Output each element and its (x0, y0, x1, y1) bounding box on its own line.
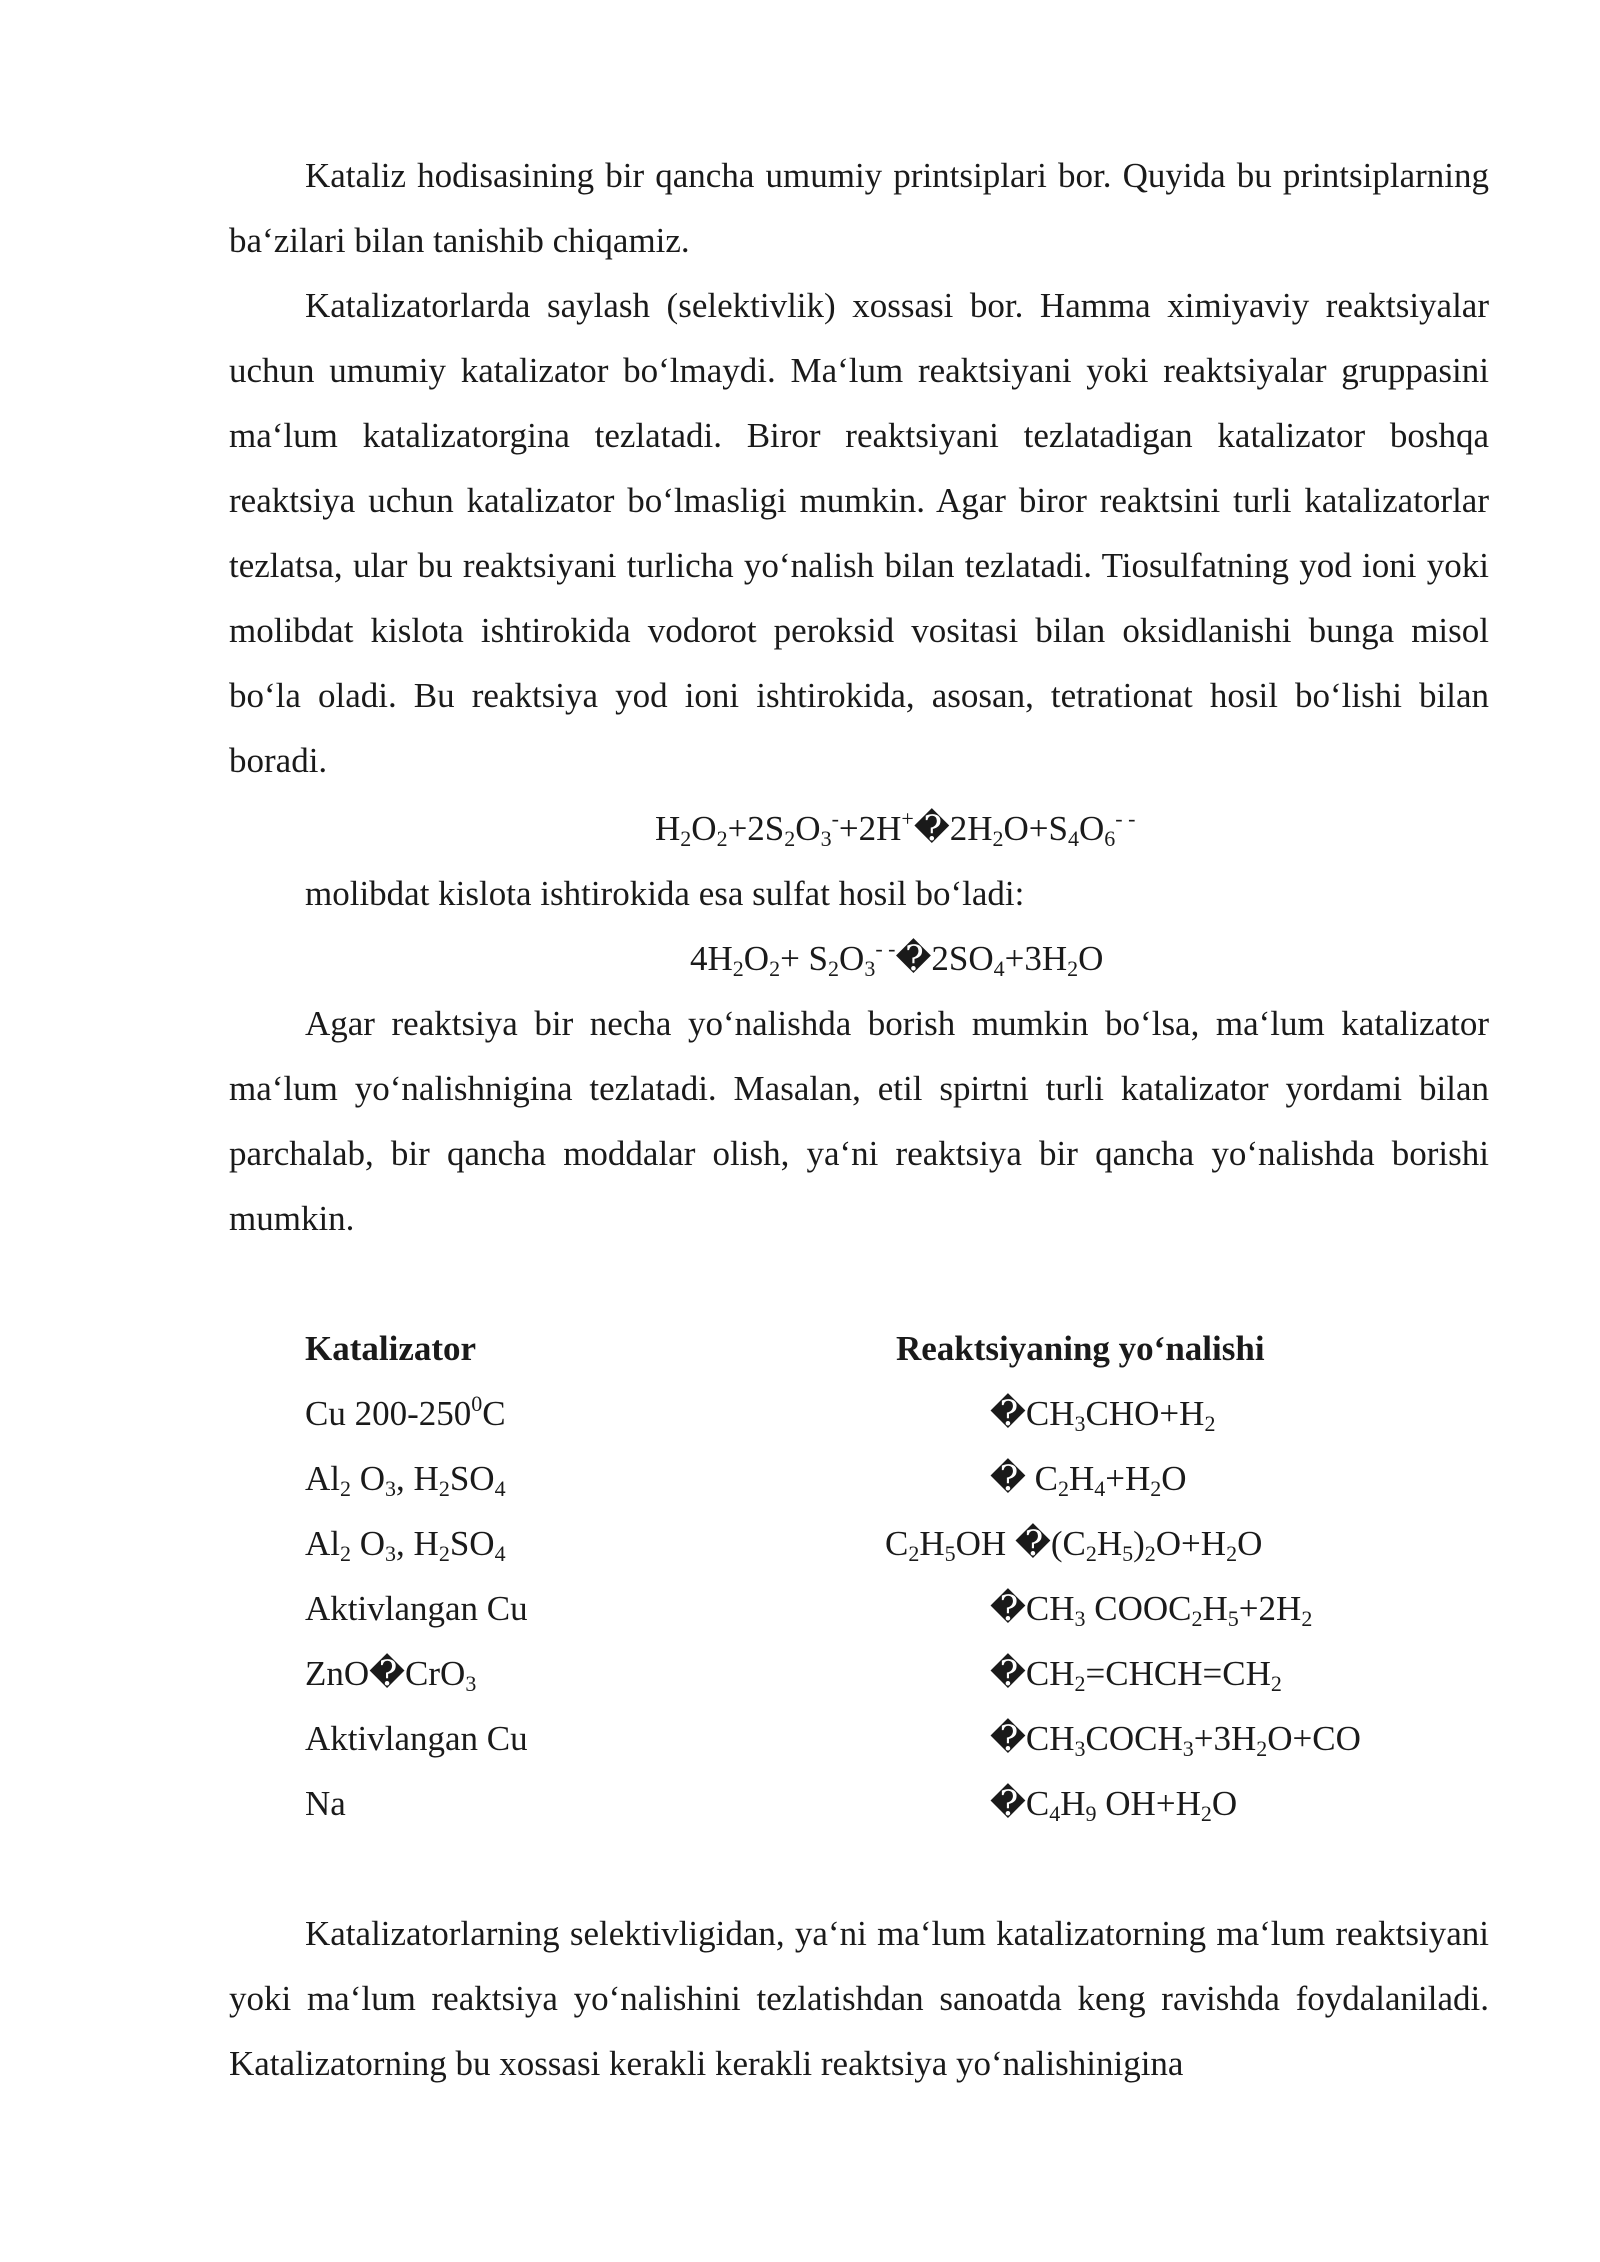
missing-glyph: � (990, 1589, 1026, 1628)
cell-sub: 2 (1204, 1411, 1216, 1436)
cell-sub: 2 (1200, 1801, 1212, 1826)
cell-text: +H (1105, 1459, 1151, 1498)
cell-text: C (885, 1524, 909, 1563)
cell-sub: 5 (1122, 1541, 1134, 1566)
cell-sub: 2 (1144, 1541, 1156, 1566)
cell-sub: 2 (1226, 1541, 1238, 1566)
cell-text: H (1202, 1589, 1228, 1628)
cell-text: O (351, 1524, 386, 1563)
table-row-5-direction (990, 1641, 1282, 1706)
eq-sub: 3 (864, 956, 876, 981)
eq-text: 2SO (931, 939, 994, 978)
cell-text: Al (305, 1459, 340, 1498)
eq-sub: 2 (680, 826, 692, 851)
eq-sub: 2 (716, 826, 728, 851)
cell-sub: 2 (438, 1476, 450, 1501)
eq-sup: - - (1115, 806, 1136, 831)
cell-sub: 4 (1094, 1476, 1106, 1501)
cell-text: C (1025, 1784, 1050, 1823)
eq-text: +2H (838, 809, 902, 848)
eq-text: + S (780, 939, 829, 978)
cell-sub: 5 (1227, 1606, 1239, 1631)
paragraph-1: Kataliz hodisasining bir qancha umumiy printsiplari bor. Quyida bu printsiplarning ba‘zilari bilan tanishib chiqamiz. (229, 156, 1489, 260)
table-row-3-catalyst (305, 1511, 506, 1576)
cell-sub: 2 (1058, 1476, 1069, 1501)
missing-glyph: � (913, 809, 950, 848)
table-row-5-catalyst (305, 1641, 476, 1706)
eq-sub: 6 (1104, 826, 1116, 851)
table-row-3-direction (885, 1511, 1262, 1576)
cell-text: (C (1050, 1524, 1086, 1563)
eq-sub: 2 (992, 826, 1004, 851)
table-header-catalyst: Katalizator (305, 1329, 477, 1368)
cell-text: ZnO (305, 1654, 370, 1693)
cell-sub: 5 (944, 1541, 956, 1566)
cell-text: ) (1133, 1524, 1145, 1563)
table-row-2-catalyst (305, 1446, 506, 1511)
cell-text: , H (396, 1459, 439, 1498)
cell-text: O (1161, 1459, 1187, 1498)
cell-text: +2H (1238, 1589, 1302, 1628)
cell-sub: 3 (385, 1476, 397, 1501)
cell-text: O (351, 1459, 386, 1498)
table-row-1-catalyst (305, 1381, 506, 1446)
eq-sub: 3 (820, 826, 832, 851)
eq-sub: 4 (993, 956, 1005, 981)
eq-text: H (655, 809, 681, 848)
eq-sub: 2 (828, 956, 840, 981)
eq-sub: 4 (1067, 826, 1079, 851)
cell-sub: 3 (1074, 1411, 1086, 1436)
cell-sub: 3 (385, 1541, 397, 1566)
cell-sub: 2 (908, 1541, 920, 1566)
eq-sup: - - (875, 936, 896, 961)
missing-glyph: � (990, 1719, 1026, 1758)
cell-sub: 4 (1049, 1801, 1061, 1826)
eq-text: O (1078, 939, 1104, 978)
cell-text: C (482, 1394, 506, 1433)
eq-sub: 2 (732, 956, 744, 981)
cell-text: COOC (1085, 1589, 1192, 1628)
cell-text: CH (1025, 1654, 1075, 1693)
cell-sub: 2 (1191, 1606, 1203, 1631)
eq-text: O+S (1003, 809, 1068, 848)
cell-text: OH+H (1096, 1784, 1201, 1823)
cell-text: O+H (1155, 1524, 1227, 1563)
missing-glyph: � (990, 1654, 1026, 1693)
cell-text: CH (1025, 1394, 1075, 1433)
eq-sub: 2 (1067, 956, 1079, 981)
cell-sub: 2 (1270, 1671, 1282, 1696)
cell-sub: 2 (1301, 1606, 1313, 1631)
table-row-6-catalyst: Aktivlangan Cu (305, 1719, 528, 1758)
missing-glyph: � (1014, 1524, 1051, 1563)
eq-text: O (795, 809, 821, 848)
cell-sub: 4 (494, 1476, 506, 1501)
cell-text: H (919, 1524, 945, 1563)
paragraph-5: Katalizatorlarning selektivligidan, ya‘ni ma‘lum katalizatorning ma‘lum reaktsiyani yoki ma‘lum reaktsiya yo‘nalishini tezlatishdan sanoatda keng ravishda foydalaniladi. Katalizatorning bu xossasi kerakli kerakli reaktsiya yo‘nalishinigina (229, 1914, 1489, 2083)
eq-text: 4H (690, 939, 733, 978)
cell-text: CrO (405, 1654, 466, 1693)
paragraph-4: Agar reaktsiya bir necha yo‘nalishda borish mumkin bo‘lsa, ma‘lum katalizator ma‘lum yo‘nalishnigina tezlatadi. Masalan, etil spirtni turli katalizator yordami bilan parchalab, bir qancha moddalar olish, ya‘ni reaktsiya bir qancha yo‘nalishda borishi mumkin. (229, 1004, 1489, 1238)
equation-2 (690, 926, 1103, 991)
cell-sub: 4 (494, 1541, 506, 1566)
eq-text: O (839, 939, 865, 978)
cell-sub: 3 (1074, 1736, 1086, 1761)
cell-sub: 3 (465, 1671, 477, 1696)
missing-glyph: � (895, 939, 932, 978)
table-row-1-direction (990, 1381, 1215, 1446)
eq-sub: 2 (784, 826, 796, 851)
eq-sup: - (831, 806, 839, 831)
table-row-4-catalyst: Aktivlangan Cu (305, 1589, 528, 1628)
cell-sub: 2 (1074, 1671, 1086, 1696)
eq-text: O (691, 809, 717, 848)
cell-sub: 3 (1182, 1736, 1194, 1761)
eq-text: O (1078, 809, 1105, 848)
table-row-7-direction (990, 1771, 1237, 1836)
paragraph-2: Katalizatorlarda saylash (selektivlik) xossasi bor. Hamma ximiyaviy reaktsiyalar uchun umumiy katalizator bo‘lmaydi. Ma‘lum reaktsiyani yoki reaktsiyalar gruppasini ma‘lum katalizatorgina tezlatadi. Biror reaktsiyani tezlatadigan katalizator boshqa reaktsiya uchun katalizator bo‘lmasligi mumkin. Agar biror reaktsini turli katalizatorlar tezlatsa, ular bu reaktsiyani turlicha yo‘nalish bilan tezlatadi. Tiosulfatning yod ioni yoki molibdat kislota ishtirokida vodorot peroksid vositasi bilan oksidlanishi bunga misol bo‘la oladi. Bu reaktsiya yod ioni ishtirokida, asosan, tetrationat hosil bo‘lishi bilan boradi. (229, 286, 1489, 780)
eq-text: +3H (1004, 939, 1068, 978)
cell-sub: 3 (1074, 1606, 1086, 1631)
cell-sub: 2 (340, 1476, 351, 1501)
cell-text: +3H (1193, 1719, 1257, 1758)
cell-text: O+CO (1267, 1719, 1361, 1758)
cell-sub: 2 (438, 1541, 450, 1566)
missing-glyph: � (369, 1654, 406, 1693)
cell-text: OH (955, 1524, 1015, 1563)
missing-glyph: � (990, 1394, 1026, 1433)
cell-text: H (1060, 1784, 1086, 1823)
eq-sub: 2 (769, 956, 781, 981)
cell-text: CHO+H (1085, 1394, 1205, 1433)
eq-text: +2S (727, 809, 785, 848)
cell-text: C (1025, 1459, 1058, 1498)
cell-text: O (1211, 1784, 1238, 1823)
cell-text: Cu 200-250 (305, 1394, 472, 1433)
cell-text: O (1237, 1524, 1263, 1563)
cell-text: SO (449, 1524, 495, 1563)
cell-text: CH (1025, 1589, 1075, 1628)
cell-text: Al (305, 1524, 340, 1563)
cell-text: SO (449, 1459, 495, 1498)
cell-text: H (1069, 1459, 1095, 1498)
eq-sup: + (901, 806, 914, 831)
missing-glyph: � (990, 1459, 1026, 1498)
equation-1 (655, 796, 1135, 861)
cell-sub: 2 (1085, 1541, 1097, 1566)
table-row-6-direction (990, 1706, 1361, 1771)
table-row-4-direction (990, 1576, 1312, 1641)
missing-glyph: � (990, 1784, 1026, 1823)
table-row-2-direction (990, 1446, 1187, 1511)
eq-text: O (743, 939, 770, 978)
table-row-7-catalyst: Na (305, 1784, 346, 1823)
paragraph-3: molibdat kislota ishtirokida esa sulfat hosil bo‘ladi: (305, 874, 1025, 913)
cell-sub: 2 (1150, 1476, 1162, 1501)
cell-sub: 2 (1256, 1736, 1268, 1761)
cell-text: CH (1025, 1719, 1075, 1758)
cell-text: COCH (1085, 1719, 1183, 1758)
cell-text: H (1096, 1524, 1123, 1563)
cell-sup: 0 (471, 1391, 483, 1416)
table-header-direction: Reaktsiyaning yo‘nalishi (896, 1329, 1265, 1368)
eq-text: 2H (949, 809, 993, 848)
cell-sub: 9 (1085, 1801, 1097, 1826)
cell-text: =CHCH=CH (1085, 1654, 1271, 1693)
cell-sub: 2 (340, 1541, 351, 1566)
cell-text: , H (396, 1524, 439, 1563)
